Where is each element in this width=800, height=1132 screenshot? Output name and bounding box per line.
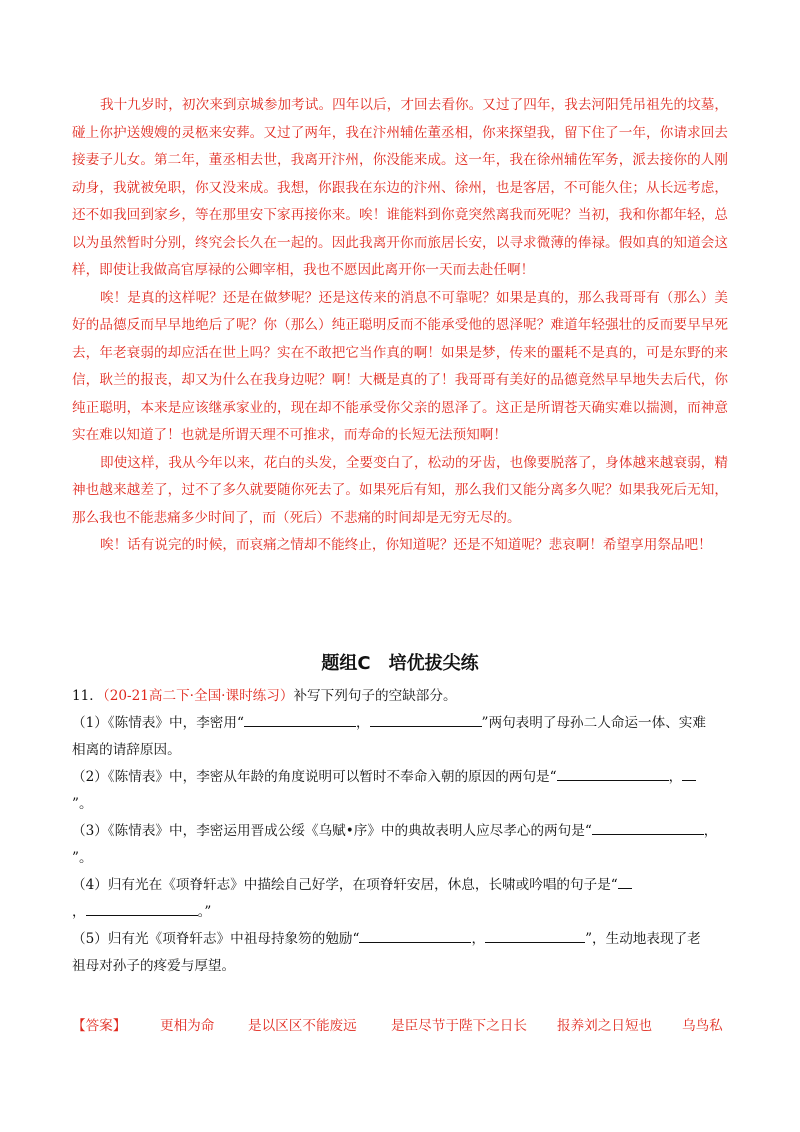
fill-blank[interactable] <box>244 710 356 727</box>
item-text: （4）归有光在《项脊轩志》中描绘自己好学，在项脊轩安居，休息，长啸或吟唱的句子是“ <box>72 877 618 893</box>
answer-value: 乌鸟私 <box>682 1018 723 1034</box>
item-text: ， <box>668 769 683 785</box>
item-text: 祖母对孙子的疼爱与厚望。 <box>72 958 236 974</box>
translation-paragraph-3: 即使这样，我从今年以来，花白的头发，全要变白了，松动的牙齿，也像要脱落了，身体越来越衰弱，精神也越来越差了，过不了多久就要随你死去了。如果死后有知，那么我们又能分离多久呢？如果我死后无知，那么我也不能悲痛多少时间了，而（死后）不悲痛的时间却是无穷无尽的。 <box>72 454 728 526</box>
item-text: 。” <box>197 904 212 920</box>
fill-blank[interactable] <box>370 710 482 727</box>
item-text: ， <box>72 904 86 920</box>
fill-blank[interactable] <box>86 899 198 916</box>
answer-value: 是以区区不能废远 <box>248 1018 357 1034</box>
fill-blank[interactable] <box>557 764 669 781</box>
fill-blank[interactable] <box>485 926 585 943</box>
question-item-1 <box>72 710 732 764</box>
question-prompt: 补写下列句子的空缺部分。 <box>293 688 457 704</box>
translation-paragraph-4: 唉！话有说完的时候，而哀痛之情却不能终止，你知道呢？还是不知道呢？悲哀啊！希望享用祭品吧！ <box>100 537 712 553</box>
question-source: （20-21高二下·全国·课时练习） <box>102 688 294 704</box>
item-text: ”。 <box>72 850 93 866</box>
item-text: （3）《陈情表》中，李密运用晋成公绥《乌赋•序》中的典故表明人应尽孝心的两句是“ <box>72 823 592 839</box>
answer-value: 更相为命 <box>160 1018 215 1034</box>
item-text: （5）归有光《项脊轩志》中祖母持象笏的勉励“ <box>72 931 360 947</box>
item-text: ， <box>355 715 370 731</box>
answer-value: 报养刘之日短也 <box>557 1018 653 1034</box>
item-text: 相离的请辞原因。 <box>72 742 181 758</box>
answer-row <box>72 1014 752 1034</box>
translation-paragraph-1: 我十九岁时，初次来到京城参加考试。四年以后，才回去看你。又过了四年，我去河阳凭吊祖先的坟墓，碰上你护送嫂嫂的灵柩来安葬。又过了两年，我在汴州辅佐董丞相，你来探望我，留下住了一年，你请求回去接妻子儿女。第二年，董丞相去世，我离开汴州，你没能来成。这一年，我在徐州辅佐军务，派去接你的人刚动身，我就被免职，你又没来成。我想，你跟我在东边的汴州、徐州，也是客居，不可能久住；从长远考虑，还不如我回到家乡，等在那里安下家再接你来。唉！谁能料到你竟突然离我而死呢？当初，我和你都年轻，总以为虽然暂时分别，终究会长久在一起的。因此我离开你而旅居长安，以寻求微薄的俸禄。假如真的知道会这样，即使让我做高官厚禄的公卿宰相，我也不愿因此离开你一天而去赴任啊！ <box>72 97 728 278</box>
answer-value: 是臣尽节于陛下之日长 <box>391 1018 527 1034</box>
translation-block <box>72 92 728 560</box>
fill-blank[interactable] <box>682 764 696 781</box>
item-text: （1）《陈情表》中，李密用“ <box>72 715 244 731</box>
question-number: 11． <box>72 688 103 704</box>
question-item-2 <box>72 764 732 818</box>
question-item-3 <box>72 818 732 872</box>
fill-blank[interactable] <box>359 926 471 943</box>
fill-blank[interactable] <box>592 818 704 835</box>
item-text: ”两句表明了母孙二人命运一体、实难 <box>481 715 706 731</box>
question-header <box>72 683 732 710</box>
answer-label: 【答案】 <box>72 1018 127 1034</box>
item-text: ， <box>703 823 718 839</box>
section-title: 题组C 培优拔尖练 <box>321 653 479 674</box>
question-item-4 <box>72 872 732 926</box>
fill-blank[interactable] <box>618 872 632 889</box>
question-item-5 <box>72 926 732 980</box>
item-text: ， <box>471 931 486 947</box>
item-text: ”。 <box>72 796 93 812</box>
item-text: ”，生动地表现了老 <box>585 931 701 947</box>
question-11 <box>72 683 732 980</box>
item-text: （2）《陈情表》中，李密从年龄的角度说明可以暂时不奉命入朝的原因的两句是“ <box>72 769 557 785</box>
translation-paragraph-2: 唉！是真的这样呢？还是在做梦呢？还是这传来的消息不可靠呢？如果是真的，那么我哥哥有（那么）美好的品德反而早早地绝后了呢？你（那么）纯正聪明反而不能承受他的恩泽呢？难道年轻强壮的反而要早早死去，年老衰弱的却应活在世上吗？实在不敢把它当作真的啊！如果是梦，传来的噩耗不是真的，可是东野的来信，耿兰的报丧，却又为什么在我身边呢？啊！大概是真的了！我哥哥有美好的品德竟然早早地失去后代，你纯正聪明，本来是应该继承家业的，现在却不能承受你父亲的恩泽了。这正是所谓苍天确实难以揣测，而神意实在难以知道了！也就是所谓天理不可推求，而寿命的长短无法预知啊！ <box>72 289 728 443</box>
